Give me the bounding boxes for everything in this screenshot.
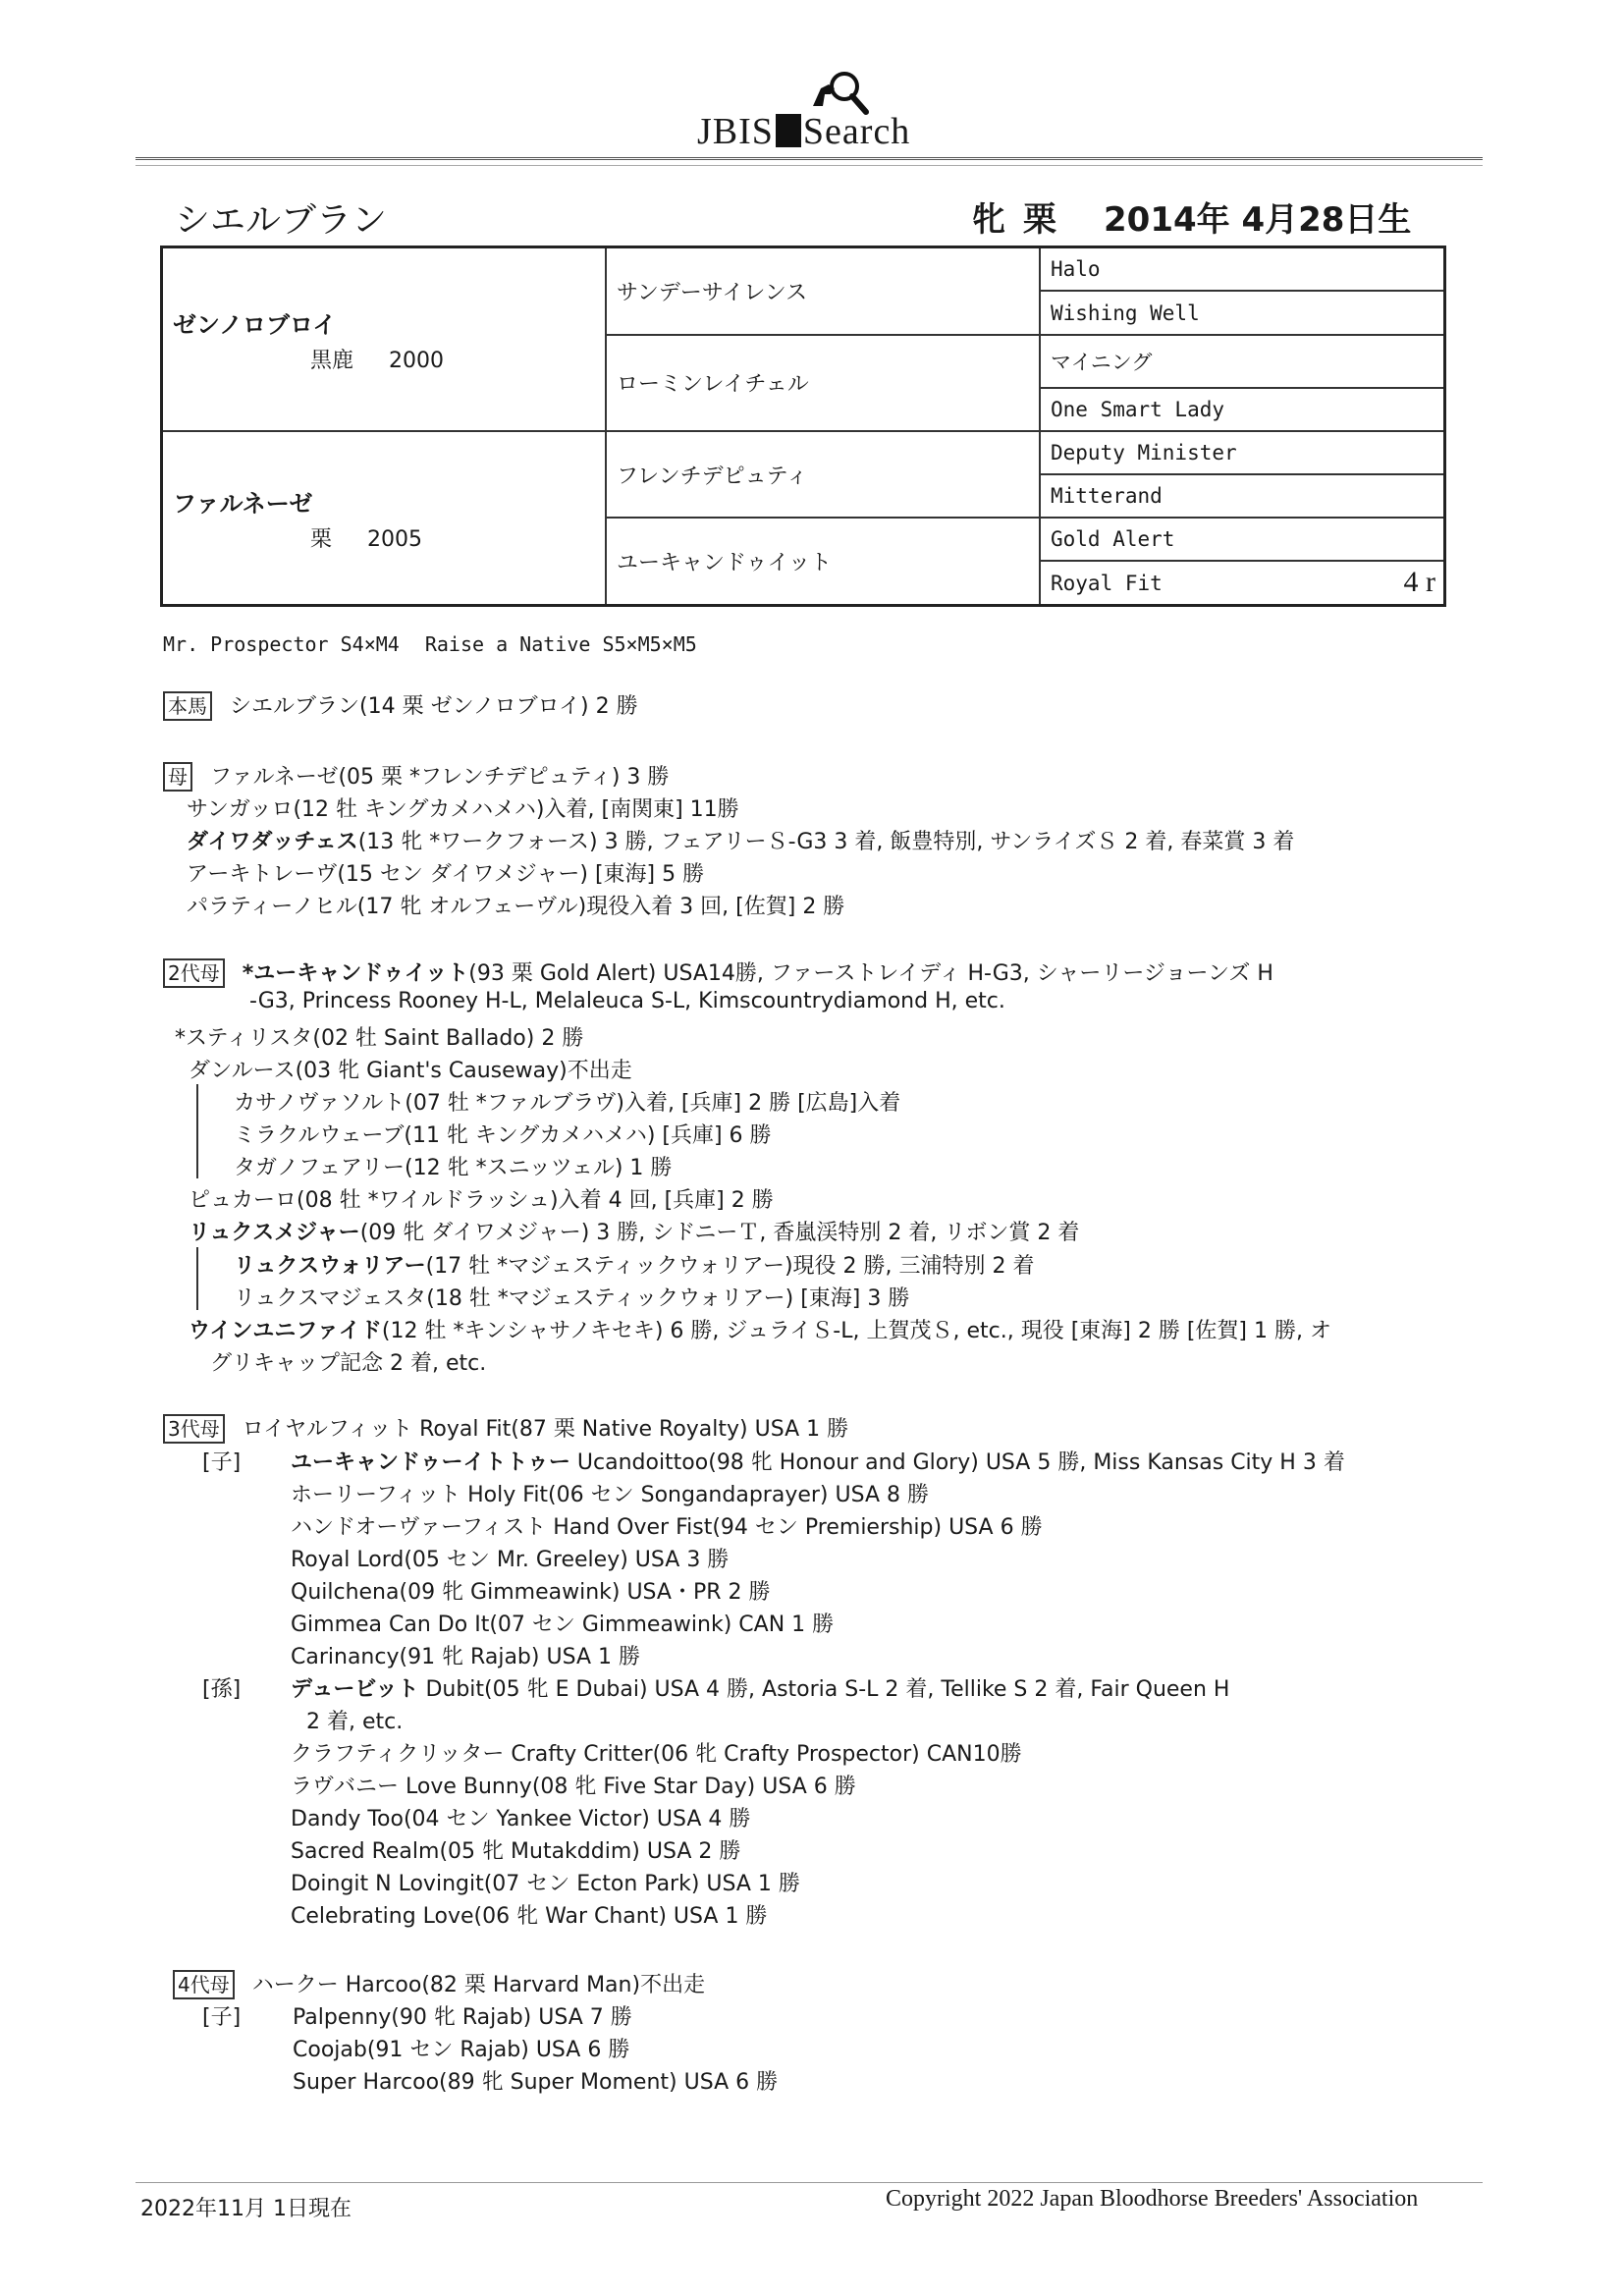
line-bold: ダイワダッチェス xyxy=(187,830,358,854)
family-line xyxy=(291,1510,1043,1541)
logo-square xyxy=(776,114,801,147)
gen2-cell: ローミンレイチェル xyxy=(606,335,1040,431)
line-text: Ucandoittoo(98 牝 Honour and Glory) USA 5 勝, Miss Kansas City H 3 着 xyxy=(569,1450,1345,1475)
section-box: 2代母 xyxy=(163,958,225,988)
family-line xyxy=(210,1346,486,1377)
line-text: Dandy Too(04 セン Yankee Victor) USA 4 勝 xyxy=(291,1807,751,1831)
family-line xyxy=(291,1543,729,1573)
line-text: ラヴバニー Love Bunny(08 牝 Five Star Day) USA 6 勝 xyxy=(291,1775,856,1799)
section-box: 母 xyxy=(163,762,192,792)
line-text: Celebrating Love(06 牝 War Chant) USA 1 勝 xyxy=(291,1904,768,1929)
line-text: Quilchena(09 牝 Gimmeawink) USA・PR 2 勝 xyxy=(291,1580,771,1605)
line-text: (93 栗 Gold Alert) USA14勝, ファーストレイディ H-G3, シャーリージョーンズ H xyxy=(468,961,1273,986)
family-line xyxy=(291,1640,640,1670)
grandchild-tag: [孫] xyxy=(202,1677,242,1702)
footer-date: 2022年11月 1日現在 xyxy=(140,2197,352,2221)
horse-color: 栗 xyxy=(1023,200,1056,240)
child-tag: [子] xyxy=(202,2005,242,2030)
family-line xyxy=(234,1151,672,1181)
gen3-cell: マイニング xyxy=(1040,335,1445,388)
family-line xyxy=(234,1282,909,1312)
cross-item: Raise a Native S5×M5×M5 xyxy=(424,632,697,656)
child-tag: [子] xyxy=(202,1450,242,1475)
line-text: (17 牡 *マジェスティックウォリアー)現役 2 勝, 三浦特別 2 着 xyxy=(425,1254,1035,1279)
line-text: ロイヤルフィット Royal Fit(87 栗 Native Royalty) USA 1 勝 xyxy=(242,1417,849,1442)
family-line xyxy=(291,1834,740,1865)
family-line xyxy=(187,825,1294,855)
line-text: Palpenny(90 牝 Rajab) USA 7 勝 xyxy=(293,2005,632,2030)
line-text: (09 牝 ダイワメジャー) 3 勝, シドニーＴ, 香嵐渓特別 2 着, リボン賞 2 着 xyxy=(359,1221,1080,1245)
gen2-cell: サンデーサイレンス xyxy=(606,247,1040,335)
family-line xyxy=(189,1314,1331,1344)
family-line xyxy=(234,1249,1035,1280)
sire-cell xyxy=(162,247,607,432)
tree-bar xyxy=(196,1084,198,1178)
gen3-cell-last xyxy=(1040,561,1445,605)
family-line xyxy=(187,793,739,823)
dam-cell xyxy=(162,431,607,605)
gen3-cell: Wishing Well xyxy=(1040,291,1445,334)
logo-text-jbis: JBIS xyxy=(697,111,774,152)
family-line xyxy=(189,1216,1079,1246)
family-line xyxy=(187,857,704,888)
family-line xyxy=(175,1021,583,1052)
cross-item: Mr. Prospector S4×M4 xyxy=(163,632,400,656)
family-line xyxy=(306,1705,403,1735)
sire-name: ゼンノロブロイ xyxy=(173,310,337,339)
line-text: カサノヴァソルト(07 牡 *ファルブラヴ)入着, [兵庫] 2 勝 [広島]入着 xyxy=(234,1091,901,1116)
line-text: ホーリーフィット Holy Fit(06 セン Songandaprayer) USA 8 勝 xyxy=(291,1483,929,1507)
family-line xyxy=(163,1412,848,1444)
line-bold: デュービット xyxy=(291,1677,419,1702)
line-bold: ユーキャンドゥーイトトゥー xyxy=(291,1450,570,1475)
gen3-cell: Gold Alert xyxy=(1040,518,1445,561)
family-line xyxy=(173,1968,705,1999)
family-line xyxy=(291,1899,767,1930)
line-text: サンガッロ(12 牡 キングカメハメハ)入着, [南関東] 11勝 xyxy=(187,797,739,822)
header-rule-thin xyxy=(135,165,1483,166)
dam-color: 栗 xyxy=(310,526,333,552)
line-text: アーキトレーヴ(15 セン ダイワメジャー) [東海] 5 勝 xyxy=(187,862,705,887)
horse-meta xyxy=(972,192,1429,241)
horse-birth: 2014年 4月28日生 xyxy=(1104,200,1412,240)
family-line xyxy=(291,1446,1345,1476)
tree-bar xyxy=(196,1247,198,1310)
gen3-cell: Deputy Minister xyxy=(1040,431,1445,474)
gen3-cell: Mitterand xyxy=(1040,474,1445,518)
inbreeding-cross xyxy=(163,632,723,656)
line-text: ダンルース(03 牝 Giant's Causeway)不出走 xyxy=(189,1059,632,1083)
footer-copyright: Copyright 2022 Japan Bloodhorse Breeders' Association xyxy=(886,2186,1419,2212)
line-text: タガノフェアリー(12 牝 *スニッツェル) 1 勝 xyxy=(234,1156,673,1180)
family-line xyxy=(234,1119,772,1149)
family-line xyxy=(234,1086,900,1117)
line-text: Gimmea Can Do It(07 セン Gimmeawink) CAN 1 勝 xyxy=(291,1613,835,1637)
dam-year: 2005 xyxy=(367,526,423,552)
gen3-name: Royal Fit xyxy=(1051,571,1163,595)
line-bold: *ユーキャンドゥイット xyxy=(242,961,469,986)
line-text: (13 牝 *ワークフォース) 3 勝, フェアリーＳ-G3 3 着, 飯豊特別, サンライズＳ 2 着, 春菜賞 3 着 xyxy=(357,830,1295,854)
line-text: リュクスマジェスタ(18 牡 *マジェスティックウォリアー) [東海] 3 勝 xyxy=(234,1286,910,1311)
logo-text-search: Search xyxy=(802,111,911,152)
gen2-cell: フレンチデピュティ xyxy=(606,431,1040,518)
family-line xyxy=(163,760,669,792)
family-line xyxy=(187,890,844,920)
line-text: ミラクルウェーブ(11 牝 キングカメハメハ) [兵庫] 6 勝 xyxy=(234,1123,772,1148)
line-text: *スティリスタ(02 牡 Saint Ballado) 2 勝 xyxy=(175,1026,584,1051)
line-text: Carinancy(91 牝 Rajab) USA 1 勝 xyxy=(291,1645,640,1669)
family-line xyxy=(291,1575,771,1606)
family-line xyxy=(291,1802,750,1832)
line-text: ピュカーロ(08 牡 *ワイルドラッシュ)入着 4 回, [兵庫] 2 勝 xyxy=(189,1188,774,1213)
line-text: ハークー Harcoo(82 栗 Harvard Man)不出走 xyxy=(251,1973,706,1997)
horse-sex: 牝 xyxy=(972,200,1005,240)
gen2-cell: ユーキャンドゥイット xyxy=(606,518,1040,605)
family-line xyxy=(163,689,638,721)
family-line xyxy=(293,2033,629,2063)
line-text: Dubit(05 牝 E Dubai) USA 4 勝, Astoria S-L 2 着, Tellike S 2 着, Fair Queen H xyxy=(418,1677,1230,1702)
line-text: Super Harcoo(89 牝 Super Moment) USA 6 勝 xyxy=(293,2070,779,2095)
dam-name: ファルネーゼ xyxy=(173,489,313,518)
line-text: Royal Lord(05 セン Mr. Greeley) USA 3 勝 xyxy=(291,1548,730,1572)
header-rule xyxy=(135,157,1483,160)
gen3-cell: Halo xyxy=(1040,247,1445,292)
jbis-search-logo xyxy=(697,67,933,155)
line-text: Sacred Realm(05 牝 Mutakddim) USA 2 勝 xyxy=(291,1839,741,1864)
pedigree-table xyxy=(160,246,1446,607)
family-line xyxy=(189,1183,774,1214)
family-line xyxy=(291,1867,800,1897)
family-line xyxy=(291,1478,929,1508)
line-text: Doingit N Lovingit(07 セン Ecton Park) USA 1 勝 xyxy=(291,1872,800,1896)
family-line xyxy=(293,2065,778,2096)
line-text: -G3, Princess Rooney H-L, Melaleuca S-L, Kimscountrydiamond H, etc. xyxy=(249,989,1005,1013)
line-text: Coojab(91 セン Rajab) USA 6 勝 xyxy=(293,2038,630,2062)
section-box: 3代母 xyxy=(163,1414,225,1444)
family-line xyxy=(291,1608,834,1638)
footer-rule xyxy=(135,2182,1483,2183)
sire-year: 2000 xyxy=(389,348,445,373)
sire-color: 黒鹿 xyxy=(310,348,354,373)
family-line xyxy=(291,1737,1022,1768)
line-bold: ウインユニファイド xyxy=(189,1319,382,1343)
gen3-cell: One Smart Lady xyxy=(1040,388,1445,431)
line-text: ハンドオーヴァーフィスト Hand Over Fist(94 セン Premiership) USA 6 勝 xyxy=(291,1515,1043,1540)
line-bold: リュクスメジャー xyxy=(189,1221,360,1245)
family-line xyxy=(249,989,1005,1013)
section-box: 4代母 xyxy=(173,1970,235,1999)
family-line xyxy=(291,1672,1229,1703)
line-bold: リュクスウォリアー xyxy=(234,1254,426,1279)
line-text: クラフティクリッター Crafty Critter(06 牝 Crafty Prospector) CAN10勝 xyxy=(291,1742,1022,1767)
family-line xyxy=(189,1054,632,1084)
line-text: パラティーノヒル(17 牝 オルフェーヴル)現役入着 3 回, [佐賀] 2 勝 xyxy=(187,895,845,919)
line-text: 2 着, etc. xyxy=(306,1710,404,1734)
line-text: (12 牡 *キンシャサノキセキ) 6 勝, ジュライＳ-L, 上賀茂Ｓ, etc., 現役 [東海] 2 勝 [佐賀] 1 勝, オ xyxy=(381,1319,1331,1343)
family-line xyxy=(291,1770,856,1800)
family-line xyxy=(163,957,1273,988)
line-text: グリキャップ記念 2 着, etc. xyxy=(210,1351,487,1376)
family-number: 4 r xyxy=(1403,566,1435,599)
horse-name: シエルブラン xyxy=(175,200,388,241)
family-line xyxy=(293,2000,632,2031)
line-text: シエルブラン(14 栗 ゼンノロブロイ) 2 勝 xyxy=(230,694,638,719)
section-box: 本馬 xyxy=(163,691,212,721)
line-text: ファルネーゼ(05 栗 *フレンチデピュティ) 3 勝 xyxy=(210,765,670,790)
